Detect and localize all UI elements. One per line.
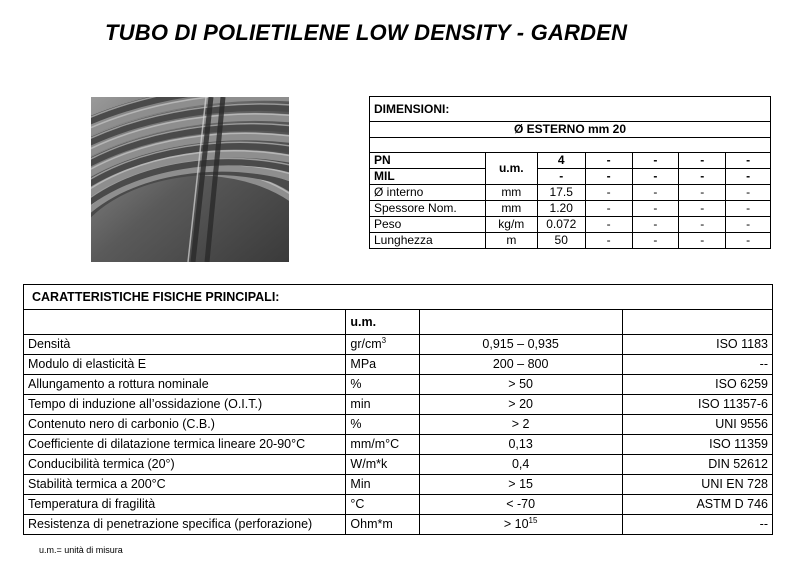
property-value: > 50 xyxy=(419,375,622,395)
property-label: Contenuto nero di carbonio (C.B.) xyxy=(24,415,346,435)
property-value: 0,915 – 0,935 xyxy=(419,335,622,355)
property-unit: MPa xyxy=(346,355,419,375)
property-value: 0,13 xyxy=(419,435,622,455)
um-column-header: u.m. xyxy=(346,310,419,335)
dimension-value: - xyxy=(585,217,632,233)
property-unit: Ohm*m xyxy=(346,515,419,535)
dimensions-header: DIMENSIONI: xyxy=(370,97,771,122)
um-label: u.m. xyxy=(485,153,537,185)
characteristics-header: CARATTERISTICHE FISICHE PRINCIPALI: xyxy=(24,285,773,310)
property-label: Densità xyxy=(24,335,346,355)
property-value: < -70 xyxy=(419,495,622,515)
property-norm: UNI 9556 xyxy=(622,415,772,435)
dimension-row xyxy=(370,185,771,201)
dimension-label: Lunghezza xyxy=(370,233,486,249)
pipe-coil-photo xyxy=(91,97,289,262)
property-norm: UNI EN 728 xyxy=(622,475,772,495)
dimension-value: - xyxy=(632,217,679,233)
mil-value: - xyxy=(585,169,632,185)
dimension-unit: mm xyxy=(485,185,537,201)
property-unit: $gr/cm^3$ xyxy=(346,335,419,355)
mil-value: - xyxy=(632,169,679,185)
pn-value: - xyxy=(585,153,632,169)
property-norm: ISO 11357-6 xyxy=(622,395,772,415)
empty-cell xyxy=(24,310,346,335)
property-norm: ISO 1183 xyxy=(622,335,772,355)
dimension-value: - xyxy=(585,233,632,249)
characteristic-row xyxy=(24,495,773,515)
outer-diameter: Ø ESTERNO mm 20 xyxy=(370,122,771,138)
property-unit: % xyxy=(346,415,419,435)
dimension-row xyxy=(370,217,771,233)
characteristic-row xyxy=(24,415,773,435)
dimension-value: - xyxy=(726,185,771,201)
characteristic-row xyxy=(24,395,773,415)
property-value: > 15 xyxy=(419,475,622,495)
property-label: Temperatura di fragilità xyxy=(24,495,346,515)
characteristics-table xyxy=(23,284,773,535)
property-norm: ISO 11359 xyxy=(622,435,772,455)
characteristic-row xyxy=(24,355,773,375)
empty-cell xyxy=(419,310,622,335)
dimension-unit: kg/m xyxy=(485,217,537,233)
dimension-value: - xyxy=(679,201,726,217)
dimension-unit: mm xyxy=(485,201,537,217)
dimensions-table xyxy=(369,96,771,249)
property-norm: DIN 52612 xyxy=(622,455,772,475)
property-unit: min xyxy=(346,395,419,415)
property-label: Allungamento a rottura nominale xyxy=(24,375,346,395)
dimension-value: - xyxy=(585,185,632,201)
property-value: 200 – 800 xyxy=(419,355,622,375)
property-label: Resistenza di penetrazione specifica (perforazione) xyxy=(24,515,346,535)
dimension-unit: m xyxy=(485,233,537,249)
property-value: > 2 xyxy=(419,415,622,435)
property-unit: W/m*k xyxy=(346,455,419,475)
dimension-value: - xyxy=(679,217,726,233)
dimension-value: - xyxy=(632,233,679,249)
property-label: Conducibilità termica (20°) xyxy=(24,455,346,475)
pn-value: - xyxy=(632,153,679,169)
dimension-value: - xyxy=(632,201,679,217)
dimension-value: 50 xyxy=(537,233,585,249)
pn-label: PN xyxy=(370,153,486,169)
dimension-label: Spessore Nom. xyxy=(370,201,486,217)
characteristic-row xyxy=(24,375,773,395)
property-norm: ASTM D 746 xyxy=(622,495,772,515)
mil-value: - xyxy=(726,169,771,185)
dimension-row xyxy=(370,233,771,249)
page-title: TUBO DI POLIETILENE LOW DENSITY - GARDEN xyxy=(105,20,628,45)
pn-value: - xyxy=(679,153,726,169)
dimension-value: - xyxy=(679,185,726,201)
property-unit: °C xyxy=(346,495,419,515)
characteristic-row xyxy=(24,515,773,535)
characteristic-row xyxy=(24,455,773,475)
pn-value: 4 xyxy=(537,153,585,169)
dimension-value: 1.20 xyxy=(537,201,585,217)
spacer-row xyxy=(370,138,771,153)
dimension-label: Ø interno xyxy=(370,185,486,201)
mil-value: - xyxy=(537,169,585,185)
mil-label: MIL xyxy=(370,169,486,185)
characteristic-row xyxy=(24,335,773,355)
property-unit: % xyxy=(346,375,419,395)
property-label: Modulo di elasticità E xyxy=(24,355,346,375)
dimension-value: 0.072 xyxy=(537,217,585,233)
dimension-value: - xyxy=(726,233,771,249)
pipe-coil-image xyxy=(91,97,289,262)
empty-cell xyxy=(622,310,772,335)
dimension-value: 17.5 xyxy=(537,185,585,201)
pn-value: - xyxy=(726,153,771,169)
dimension-value: - xyxy=(679,233,726,249)
property-value: > 20 xyxy=(419,395,622,415)
characteristic-row xyxy=(24,475,773,495)
property-value: 0,4 xyxy=(419,455,622,475)
dimension-value: - xyxy=(632,185,679,201)
property-label: Tempo di induzione all’ossidazione (O.I.T.) xyxy=(24,395,346,415)
mil-value: - xyxy=(679,169,726,185)
property-norm: -- xyxy=(622,515,772,535)
property-label: Coefficiente di dilatazione termica lineare 20-90°C xyxy=(24,435,346,455)
dimension-value: - xyxy=(726,217,771,233)
property-unit: Min xyxy=(346,475,419,495)
property-unit: mm/m°C xyxy=(346,435,419,455)
footnote: u.m.= unità di misura xyxy=(39,545,123,555)
dimension-row xyxy=(370,201,771,217)
dimension-value: - xyxy=(585,201,632,217)
property-norm: ISO 6259 xyxy=(622,375,772,395)
property-label: Stabilità termica a 200°C xyxy=(24,475,346,495)
property-value: > $10^{15}$ xyxy=(419,515,622,535)
characteristic-row xyxy=(24,435,773,455)
dimension-label: Peso xyxy=(370,217,486,233)
property-norm: -- xyxy=(622,355,772,375)
dimension-value: - xyxy=(726,201,771,217)
